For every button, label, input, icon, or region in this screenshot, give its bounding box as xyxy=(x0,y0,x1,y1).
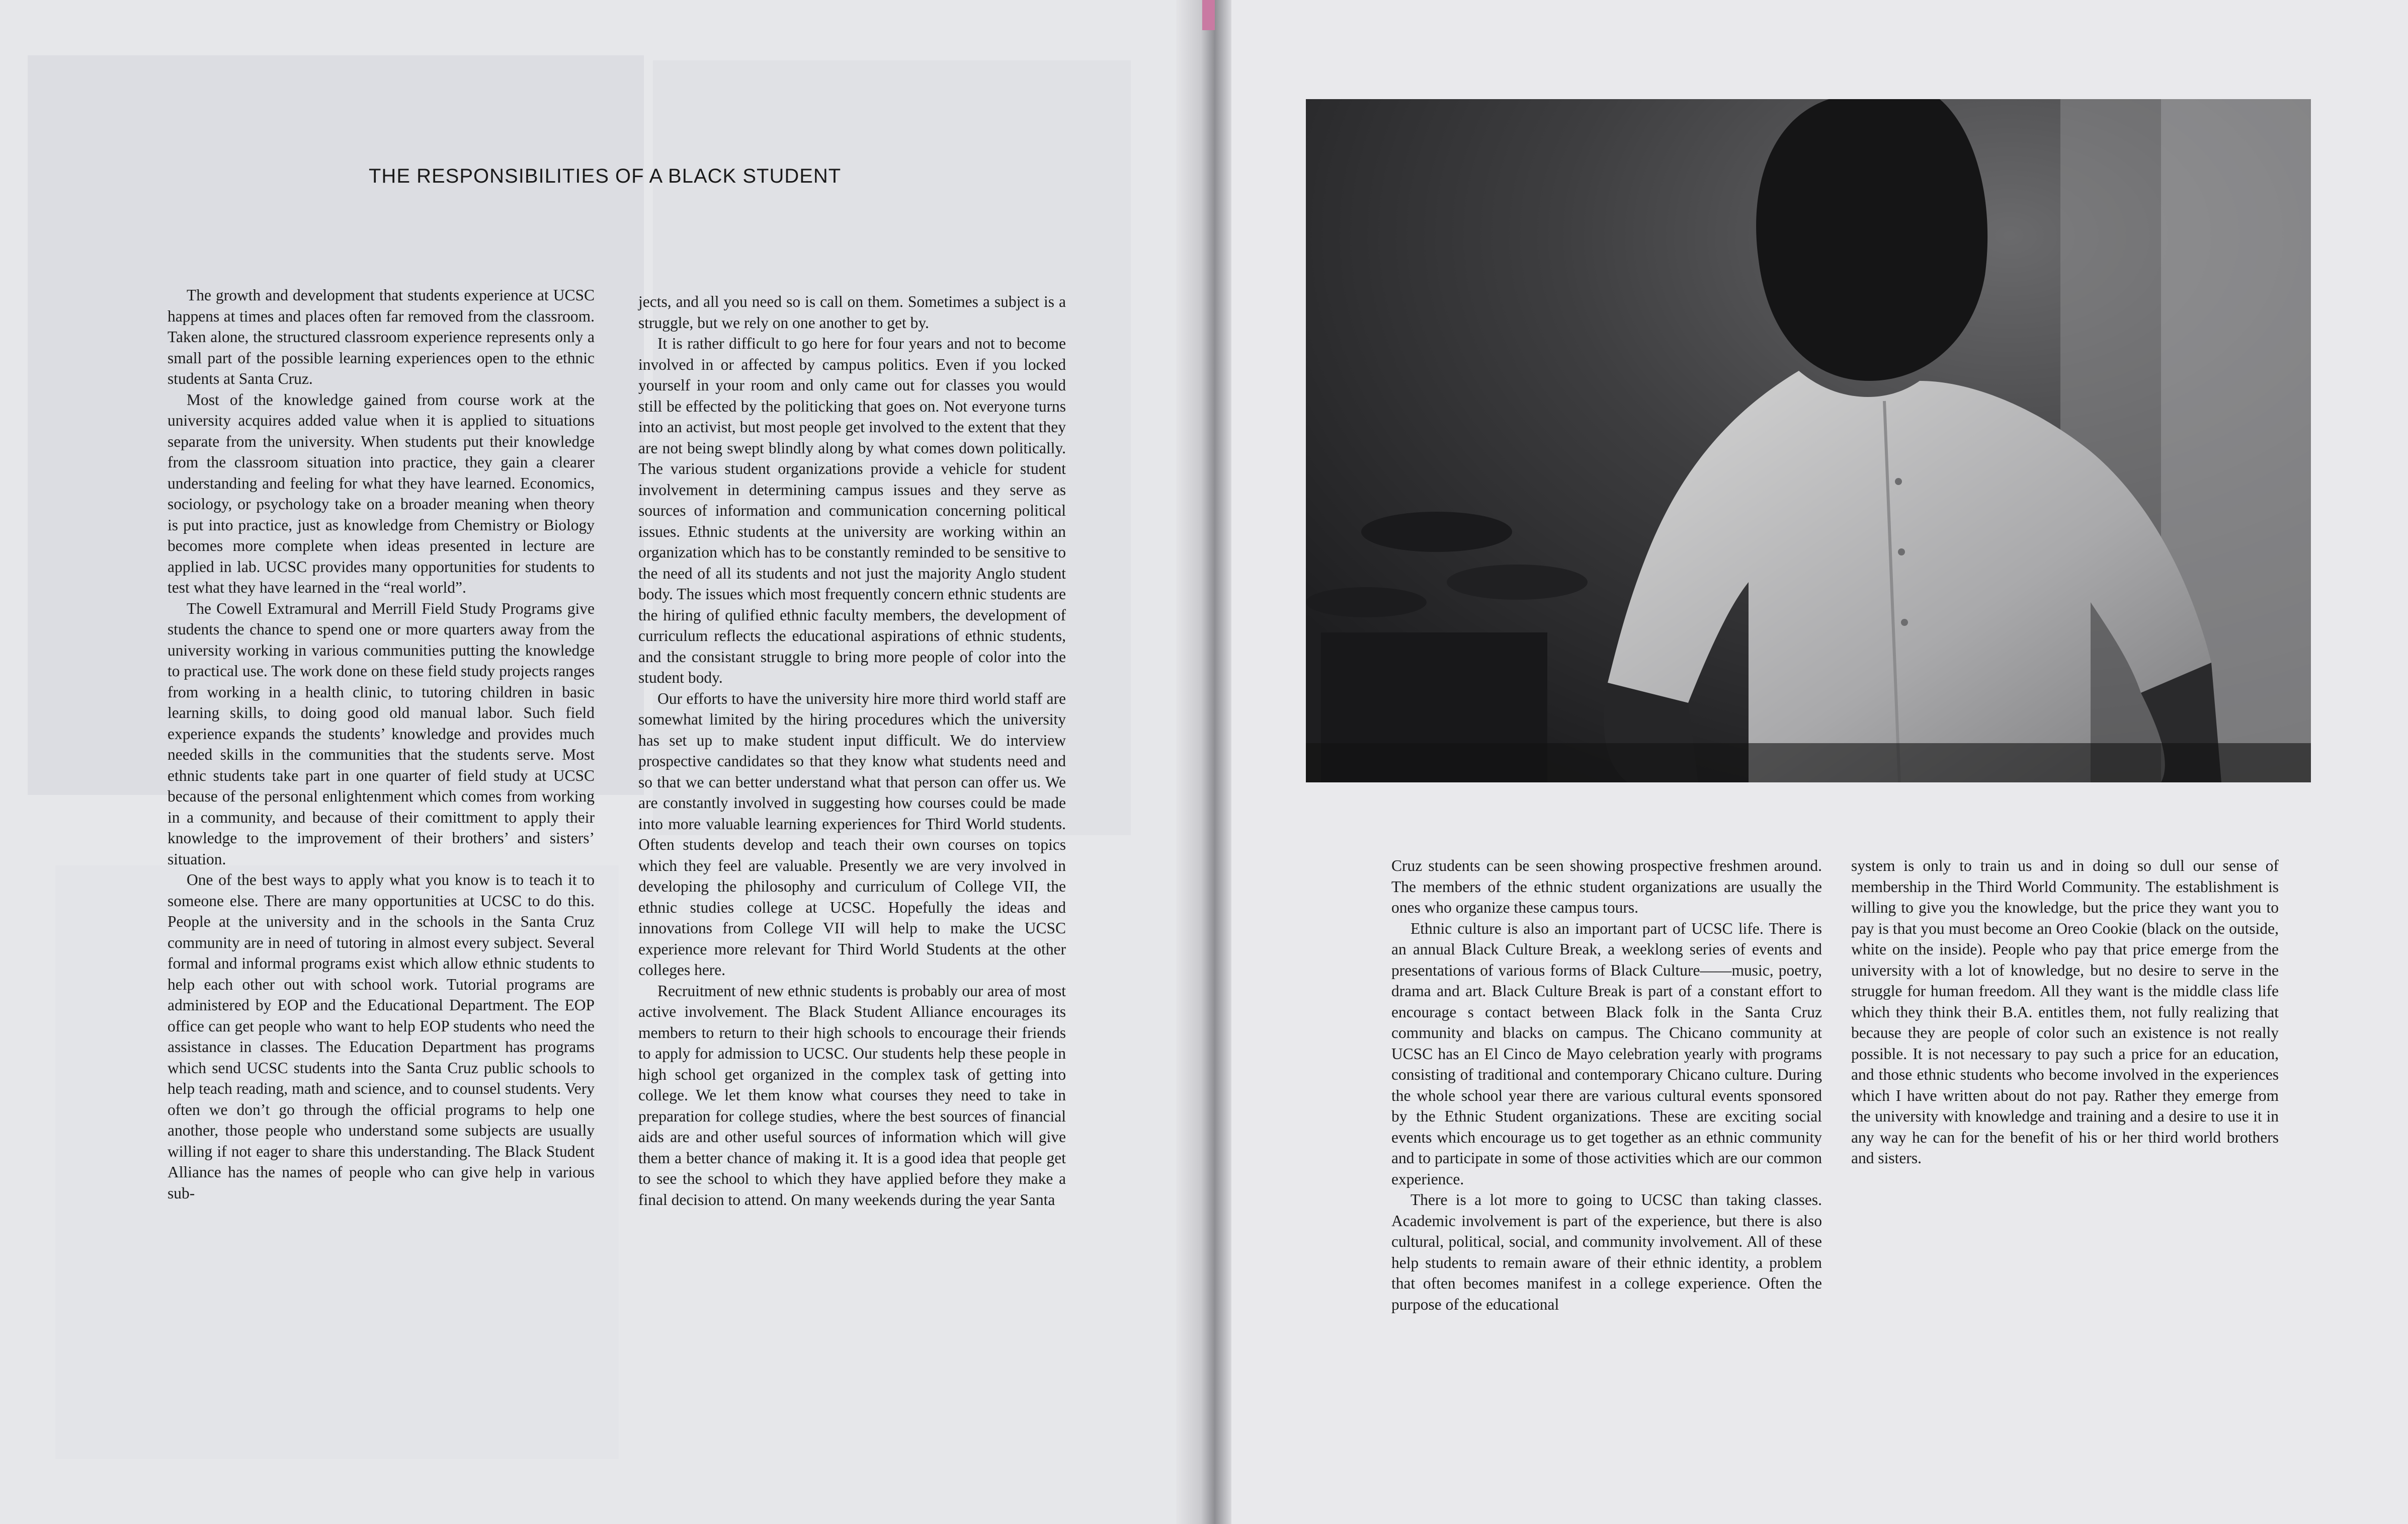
paragraph: It is rather difficult to go here for four years and not to become involved in or affected by campus politics. Even if you locked yourself in your room and only came out for classes you would still be effected by the politicking that goes on. Not everyone turns into an activist, but most people get involved to the extent that they are not being swept blindly along by what comes down politically. The various student organizations provide a vehicle for student involvement in determining campus issues and they serve as sources of information and communication concerning political issues. Ethnic students at the university are working within an organization which has to be constantly reminded to be sensitive to the need of all its students and not just the majority Anglo student body. The issues which most frequently concern ethnic students are the hiring of qulified ethnic faculty members, the development of curriculum reflects the educational aspirations of ethnic students, and the consistant struggle to bring more people of color into the student body. xyxy=(638,335,1066,686)
paragraph: The growth and development that students experience at UCSC happens at times and places often far removed from the classroom. Taken alone, the structured classroom experience represents only a small part of the possible learning experiences open to the ethnic students at Santa Cruz. xyxy=(168,286,595,387)
student-photo xyxy=(1306,99,2311,782)
paragraph: One of the best ways to apply what you know is to teach it to someone else. There are many opportunities at UCSC to do this. People at the university and in the schools in the Santa Cruz community are in need of tutoring in almost every subject. Several formal and informal programs exist which allow ethnic students to help each other out with school work. Tutorial programs are administered by EOP and the Educational Department. The EOP office can get people who want to help EOP students who need the assistance in classes. The Education Department has programs which send UCSC students into the Santa Cruz public schools to help teach reading, math and science, and to counsel students. Very often we don’t go through the official programs to help one another, those people who understand some subjects are usually willing if not eager to share this understanding. The Black Student Alliance has the names of people who can give help in various sub- xyxy=(168,871,595,1202)
left-column-1 xyxy=(168,285,595,1204)
paragraph: Our efforts to have the university hire more third world staff are somewhat limited by the hiring procedures which the university has set up to make student input difficult. We do interview prospective candidates so that they know what students need and so that we can better understand what that person can offer us. We are constantly involved in suggesting how courses could be made into more valuable learning experiences for Third World students. Often students develop and teach their own courses on topics which they feel are valuable. Presently we are very involved in developing the philosophy and curriculum of College VII, the ethnic studies college at UCSC. Hopefully the ideas and innovations from College VII will help to make the UCSC experience more relevant for Third World Students at the other colleges here. xyxy=(638,689,1066,979)
left-page xyxy=(0,0,1202,1524)
left-column-2 xyxy=(638,291,1066,1210)
paragraph: jects, and all you need so is call on them. Sometimes a subject is a struggle, but we rely on one another to get by. xyxy=(638,293,1066,332)
paragraph: Ethnic culture is also an important part of UCSC life. There is an annual Black Culture Break, a weeklong series of events and presentations of various forms of Black Culture——music, poetry, drama and art. Black Culture Break is part of a constant effort to encourage s contact between Black folk in the Santa Cruz community and blacks on campus. The Chicano community at UCSC has an El Cinco de Mayo celebration yearly with programs consisting of traditional and contemporary Chicano culture. During the whole school year there are various cultural events sponsored by the Ethnic Student organizations. These are exciting social events which encourage us to get together as an ethnic community and to participate in some of those activities which are our common experience. xyxy=(1391,919,1822,1188)
right-column-1 xyxy=(1391,855,1822,1315)
bookmark-edge xyxy=(1202,0,1215,30)
photo-student-icon xyxy=(1306,99,2311,782)
paragraph: system is only to train us and in doing so dull our sense of membership in the Third World Community. The establishment is willing to give you the knowledge, but the price they want you to pay is that you must become an Oreo Cookie (black on the outside, white on the inside). People who pay that price emerge from the university with a lot of knowledge, but no desire to serve in the struggle for human freedom. All they want is the middle class life which they think their B.A. entitles them, not fully realizing that because they are people of color such an existence is not really possible. It is not necessary to pay such a price for an education, and those ethnic students who become involved in the experiences which I have written about do not pay. Rather they emerge from the university with knowledge and training and a desire to use it in any way he can for the benefit of his or her third world brothers and sisters. xyxy=(1851,857,2279,1167)
paragraph: Most of the knowledge gained from course work at the university acquires added value when it is applied to situations separate from the university. When students put their knowledge from the classroom situation into practice, they gain a clearer understanding and feeling for what they have learned. Economics, sociology, or psychology take on a broader meaning when theory is put into practice, just as knowledge from Chemistry or Biology becomes more complete when ideas presented in lecture are applied in lab. UCSC provides many opportunities for students to test what they have learned in the “real world”. xyxy=(168,390,595,596)
paragraph: Recruitment of new ethnic students is probably our area of most active involvement. The Black Student Alliance encourages its members to return to their high schools to encourage their friends to apply for admission to UCSC. Our students help these people in high school get organized in the complex task of getting into college. We let them know what courses they need to take in preparation for college studies, where the best sources of financial aids are and other useful sources of information which will give them a better chance of making it. It is a good idea that people get to see the school to which they have applied before they make a final decision to attend. On many weekends during the year Santa xyxy=(638,982,1066,1209)
paragraph: The Cowell Extramural and Merrill Field Study Programs give students the chance to spend one or more quarters away from the university working in various communities putting the knowledge to practical use. The work done on these field study projects ranges from working in a health clinic, to tutoring children in basic learning skills, to doing good old manual labor. Such field experience expands the students’ knowledge and provides much needed skills in the communities that the students serve. Most ethnic students take part in one quarter of field study at UCSC because of the personal enlightenment which comes from working in a community, and because of their comittment to apply their knowledge to the improvement of their brothers’ and sisters’ situation. xyxy=(168,599,595,868)
paragraph: There is a lot more to going to UCSC than taking classes. Academic involvement is part of the experience, but there is also cultural, political, social, and community involvement. All of these help students to remain aware of their ethnic identity, a problem that often becomes manifest in a college experience. Often the purpose of the educational xyxy=(1391,1191,1822,1313)
article-title: THE RESPONSIBILITIES OF A BLACK STUDENT xyxy=(369,165,842,187)
right-column-2 xyxy=(1851,855,2279,1169)
book-gutter xyxy=(1176,0,1231,1524)
paragraph: Cruz students can be seen showing prospective freshmen around. The members of the ethnic student organizations are usually the ones who organize these campus tours. xyxy=(1391,857,1822,916)
